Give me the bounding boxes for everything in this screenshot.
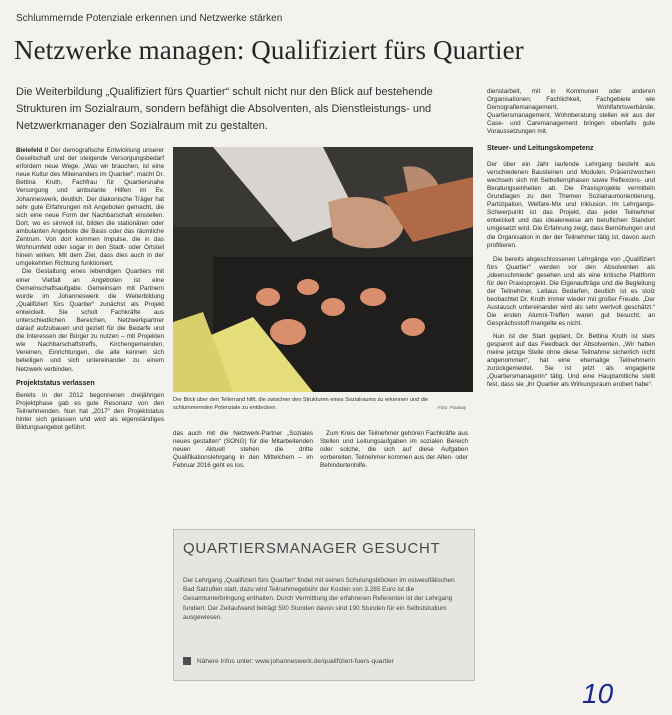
column-1 [16, 147, 164, 707]
lead-paragraph: Die Weiterbildung „Qualifiziert fürs Quartier“ schult nicht nur den Blick auf bestehende Strukturen im Sozialraum, sondern befähigt die Absolventen, als Dienstleistungs- und Netzwerkmanager den Sozialraum mit zu gestalten. [16, 86, 433, 132]
page-number: 10 [582, 678, 614, 709]
col1-paragraph-3: Bereits in der 2012 begonnenen dreijährigen Projektphase gab es gute Resonanz von den Teilnehmenden. Nun hat „2017“ den Projektstatus hinter sich gelassen und wird als eigenständiges Bildungsangebot geführt. [16, 391, 164, 432]
column-4 [487, 88, 655, 688]
col1-paragraph-1: Der demografische Entwicklung unserer Gesellschaft und der steigende Versorgungsbedarf erfordern neue Wege. „Was wir brauchen, ist eine neue Kultur des Miteinanders im Quartier“, macht Dr. Bettina Kruth, Fachfrau für Quartiersnahe Versorgung und ambulante Hilfen im Ev. Johanneswerk, deutlich. Der diakonische Träger hat sehr gute Erfahrungen mit Angeboten gemacht, die sich eine neue Form der Nachbarschaft einstellen. Dort, wo es sinnvoll ist, bilden die stationären oder ambulanten Angebote die Basis oder das räumliche Zentrum. Von dort kommen Impulse, die in das Wohnumfeld oder sogar in den Stadt- oder Ortsteil hinein wirken. Mit dem Ziel, dass dies auch in der umgekehrten Richtung funktioniert. [16, 147, 164, 268]
square-bullet-icon [183, 657, 191, 665]
column-2-text [173, 430, 313, 522]
col4-paragraph-2: Der über ein Jahr laufende Lehrgang besteht aus verschiedenen Bausteinen und Modulen. Präsenzwochen wechseln sich mit Selbstlernphasen sowie Reflexions- und Beratungseinheiten ab. Die Praxisprojekte vermitteln Grundlagen zu den Themen Sozialraumorientierung, Partizipation, Welfare-Mix und Inklusion. Im Lehrgangs-Schwerpunkt ist das Projekt, das jeder Teilnehmer entwickelt und das idealerweise am beruflichen Standort umgesetzt wird. Die Erfahrung zeigt, dass Bemühungen und die Organisation in der der Teilnehmer tätig ist, davon auch profitieren. [487, 160, 655, 249]
subheading-projektstatus: Projektstatus verlassen [16, 379, 95, 387]
col2-paragraph: das auch mit die Netzwerk-Partner „Soziales neues gestalten“ (SONG) für die Mitarbeitenden neuen Aktuell stehen die dritte Qualifikationslehrgang in den Mittelchem – im Februar 2016 geht es los. [173, 430, 313, 470]
info-box [173, 529, 475, 681]
info-box-url[interactable]: Nähere Infos unter: www.johanneswerk.de/qualifiziert-fuers-quartier [197, 657, 394, 665]
photo-illustration [173, 147, 473, 392]
dateline: Bielefeld // [16, 147, 49, 154]
info-box-title: QUARTIERSMANAGER GESUCHT [183, 540, 441, 557]
photo-caption: Der Blick über den Tellerrand hilft, die zwischen den Strukturen eines Sozialraums zu erkennen und die schlummernden Potenziale zu entdecken. [173, 397, 429, 411]
col3-paragraph: Zum Kreis der Teilnehmer gehören Fachkräfte aus Stellen und Leitungsaufgaben im sozialen Bereich oder solche, die sich auf diese Aufgaben vorbereiten. Teilnehmer kommen aus der Alten- oder Behindertenhilfe. [320, 430, 468, 470]
col4-paragraph-4: Nun ist der Start geplant, Dr. Bettina Kruth ist stets gespannt auf das Feedback der Absolventen, „Wir hatten meine jetzige Stelle ohne diese Teilnahme sicherlich nicht angenommen“, hat eine ehemalige Teilnehmerin zurückgemeldet. Sie ist jetzt als engagierte „Quartiersmanagerin“ tätig. Und eine Hauptamtliche stellt fest, dass sie „ihr Quartier als Wirkungsraum erobert habe“. [487, 332, 655, 389]
column-3-text [320, 430, 468, 522]
info-box-link [183, 657, 394, 665]
headline: Netzwerke managen: Qualifiziert fürs Quartier [14, 35, 524, 65]
kicker: Schlummernde Potenziale erkennen und Netzwerke stärken [16, 13, 283, 24]
col4-paragraph-3: Die bereits abgeschlossenen Lehrgänge von „Qualifiziert fürs Quartier“ werden vor den Absolventen als „ideenschmiede“ gesehen und als eine kritische Plattform für den Praxisprojekt. Die Eigenaufträge und die Begleitung der Teilnehmer, Leitaus Bedarfen, deutlich ist es stolz beobachtet Dr. Kruth immer wieder mit großer Freude. „Der Austausch untereinander wird als sehr wertvoll geschätzt.“ Die ersten Alumni-Treffen waren gut besucht, an Gesprächsstoff mangelte es nicht. [487, 255, 655, 328]
photo-spinning-tops [173, 147, 473, 392]
subheading-steuer: Steuer- und Leitungskompetenz [487, 144, 594, 152]
col4-paragraph-1: dienstarbeit, mit in Kommunen oder anderen Organisationen; Fachlichkeit, Fachgebiete wie Demografiemanagement, Wohlfahrtsverbände, Quartiersmanagement, Wohnberatung stellen wir aus der Case- und Caremanagement bringen ebenfalls gute Voraussetzungen mit. [487, 88, 655, 136]
col1-paragraph-2: Die Gestaltung eines lebendigen Quartiers mit einer Vielfalt an Angeboten ist eine Gemeinschaftsaufgabe. Gemeinsam mit Partnern wurde im Johanneswerk die Weiterbildung „Qualifiziert fürs Quartier“ zunächst als Projekt entwickelt. Sie schult Fachkräfte aus unterschiedlichen Bereichen, Netzwerkpartner darauf aufzubauen und gezielt für die Bedarfe und die Interessen der Bürger zu nutzen – mit Projekten wie Nachbarschaftstreffs, Kirchengemeinden, Vereinen, Einrichtungen, die alle kennen sich beteiligen und sich untereinander zu einem Netzwerk verbinden. [16, 268, 164, 373]
info-box-text: Der Lehrgang „Qualifiziert fürs Quartier“ findet mit seinen Schulungsblöcken im ostwestfälischen Bad Salzuflen statt, dazu wird Teilnahmegebühr der Kosten von 3.285 Euro ist die Gesamtunterbringung enthalten. Durch Vermittlung der erfahrenen Referenten ist der Lehrgang fundiert. Der Zeitaufwand beträgt 500 Stunden davon sind 190 Stunden für ein Selbststudium ausgewiesen. [183, 577, 455, 621]
photo-credit: Foto: Pixabay [438, 405, 467, 410]
